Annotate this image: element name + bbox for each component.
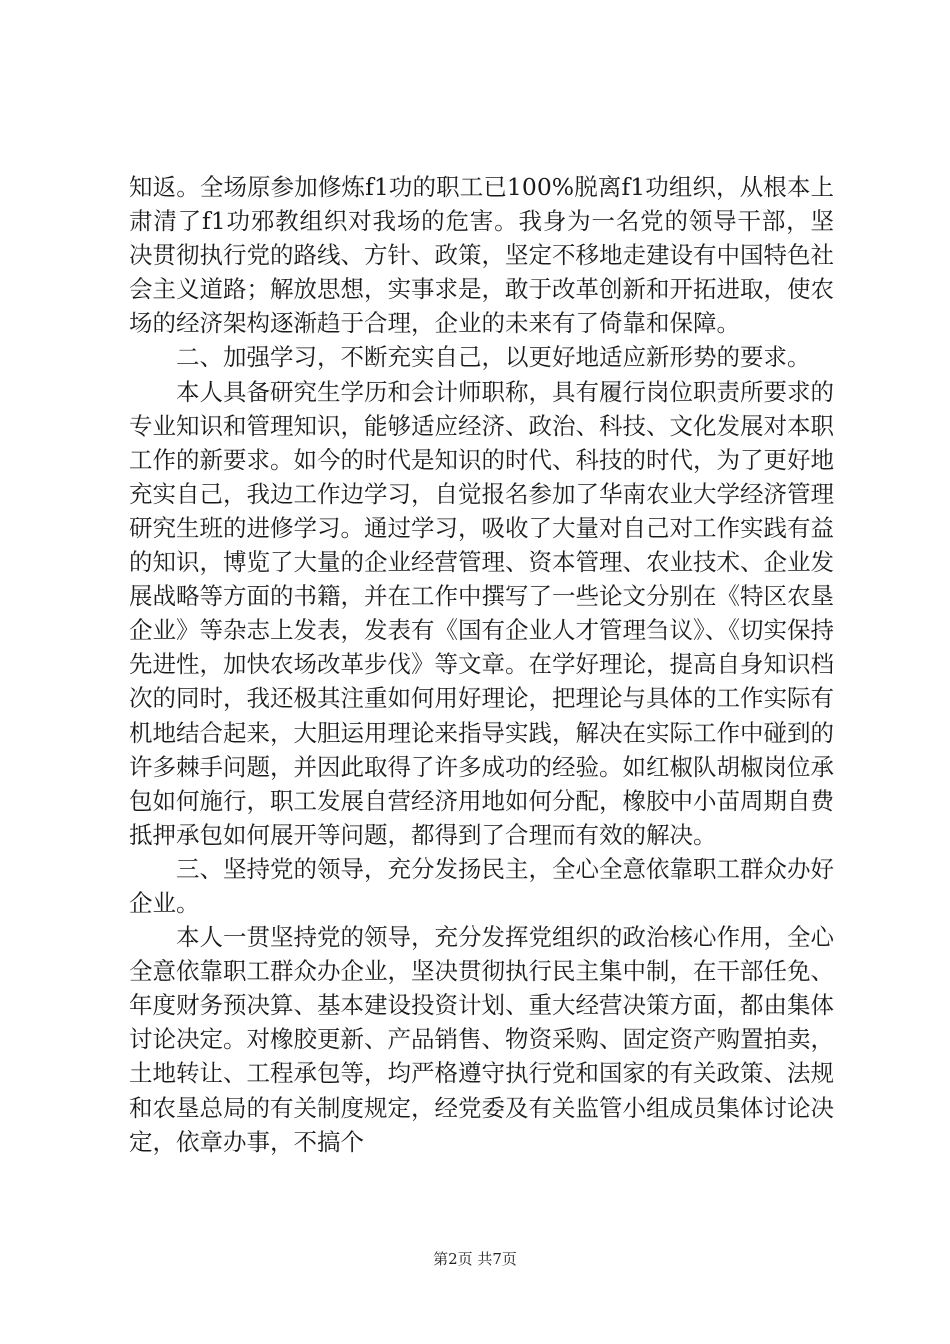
page-number: 第2页 共7页 <box>433 1250 517 1268</box>
section-heading-learning: 二、加强学习，不断充实自己，以更好地适应新形势的要求。 <box>176 343 811 372</box>
document-body <box>129 170 834 1159</box>
section-heading-party-leadership: 三、坚持党的领导，充分发扬民主，全心全意依靠职工群众办好企业。 <box>129 854 834 917</box>
paragraph-learning: 本人具备研究生学历和会计师职称，具有履行岗位职责所要求的专业知识和管理知识，能够适应经济、政治、科技、文化发展对本职工作的新要求。如今的时代是知识的时代、科技的时代，为了更好地充实自己，我边工作边学习，自觉报名参加了华南农业大学经济管理研究生班的进修学习。通过学习，吸收了大量对自己对工作实践有益的知识，博览了大量的企业经营管理、资本管理、农业技术、企业发展战略等方面的书籍，并在工作中撰写了一些论文分别在《特区农垦企业》等杂志上发表，发表有《国有企业人才管理刍议》、《切实保持先进性，加快农场改革步伐》等文章。在学好理论，提高自身知识档次的同时，我还极其注重如何用好理论，把理论与具体的工作实际有机地结合起来，大胆运用理论来指导实践，解决在实际工作中碰到的许多棘手问题，并因此取得了许多成功的经验。如红椒队胡椒岗位承包如何施行，职工发展自营经济用地如何分配，橡胶中小苗周期自费抵押承包如何展开等问题，都得到了合理而有效的解决。 <box>129 377 834 849</box>
paragraph-continuation: 知返。全场原参加修炼f1功的职工已100%脱离f1功组织，从根本上肃清了f1功邪教组织对我场的危害。我身为一名党的领导干部，坚决贯彻执行党的路线、方针、政策，坚定不移地走建设有中国特色社会主义道路；解放思想，实事求是，敢于改革创新和开拓进取，使农场的经济架构逐渐趋于合理，企业的未来有了倚靠和保障。 <box>129 173 834 338</box>
paragraph-party-leadership: 本人一贯坚持党的领导，充分发挥党组织的政治核心作用，全心全意依靠职工群众办企业，坚决贯彻执行民主集中制，在干部任免、年度财务预决算、基本建设投资计划、重大经营决策方面，都由集体讨论决定。对橡胶更新、产品销售、物资采购、固定资产购置拍卖，土地转让、工程承包等，均严格遵守执行党和国家的有关政策、法规和农垦总局的有关制度规定，经党委及有关监管小组成员集体讨论决定，依章办事，不搞个 <box>129 923 834 1156</box>
